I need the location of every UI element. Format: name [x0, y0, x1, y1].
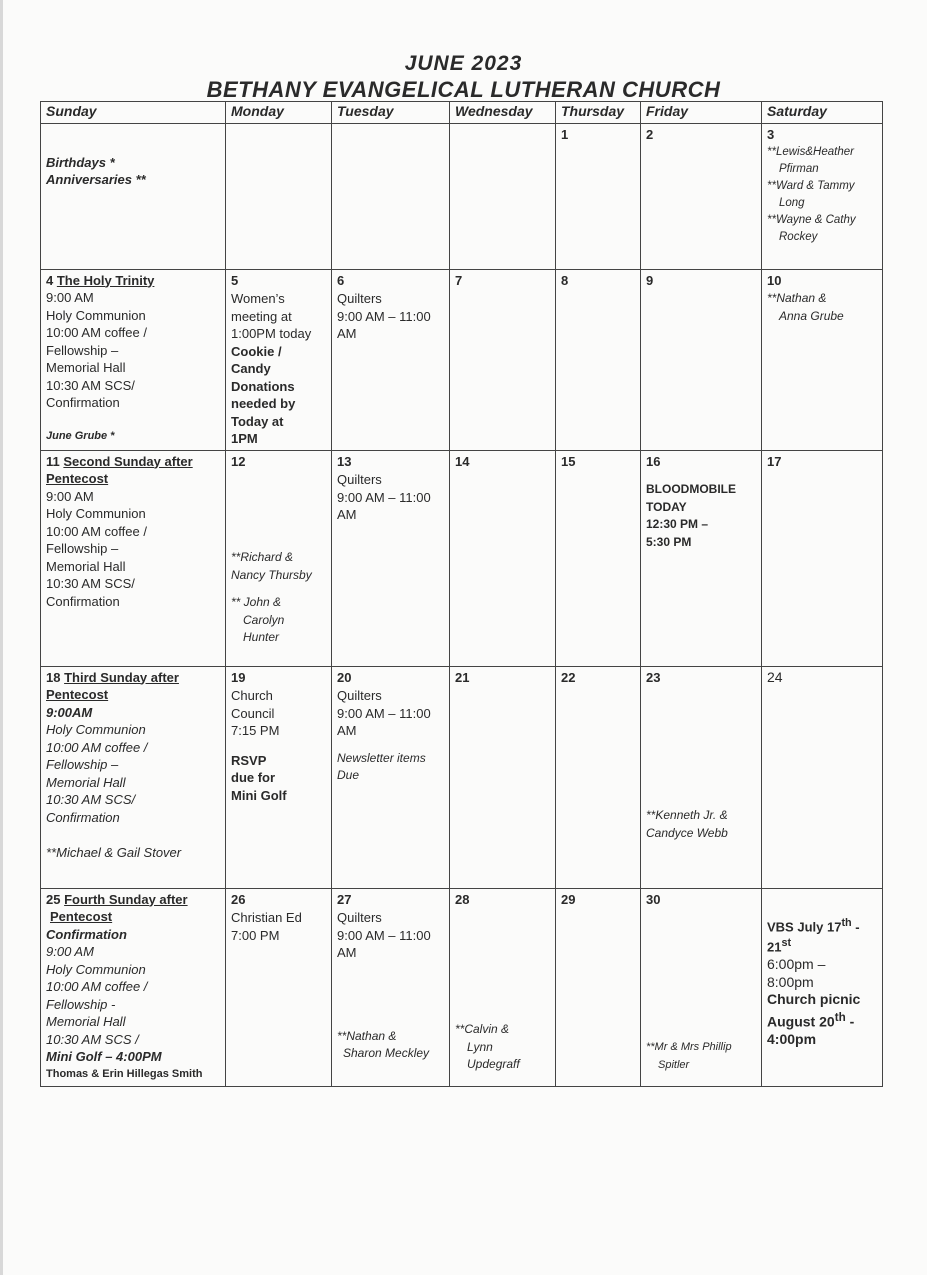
day-cell-28 — [450, 888, 556, 1086]
newsletter-note: Due — [337, 768, 360, 782]
event-line-bold: Donations — [231, 378, 295, 394]
anniversary-note: **Nathan & — [767, 291, 827, 305]
event-line: 10:00 AM coffee / — [46, 523, 147, 539]
day-number: 1 — [561, 126, 569, 142]
event-line: Christian Ed — [231, 910, 302, 925]
event-line: 1:00PM today — [231, 326, 312, 341]
event-line: Memorial Hall — [46, 1014, 126, 1029]
day-cell-wed-empty — [450, 123, 556, 269]
day-number: 21 — [455, 669, 470, 685]
day-number: 8 — [561, 272, 569, 288]
anniversary-note: **Richard & — [231, 550, 294, 564]
event-line: Council — [231, 705, 275, 721]
anniversary-note: Spitler — [658, 1058, 690, 1071]
day-cell-9 — [641, 269, 762, 450]
anniversary-note: Carolyn — [243, 612, 285, 627]
event-line: 9:00 AM – 11:00 — [337, 705, 431, 721]
event-line: AM — [337, 723, 357, 738]
event-line: Holy Communion — [46, 506, 146, 521]
weekday-sunday: Sunday — [41, 102, 226, 124]
day-cell-18 — [41, 666, 226, 888]
anniversary-note: **Michael & Gail Stover — [46, 845, 182, 860]
day-cell-1 — [556, 123, 641, 269]
day-number: 25 — [46, 891, 61, 907]
vbs-event-end: 21st — [767, 937, 792, 955]
event-line: Quilters — [337, 472, 382, 487]
picnic-event: Church picnic — [767, 991, 861, 1008]
day-cell-14 — [450, 450, 556, 666]
day-number: 11 — [46, 453, 60, 469]
day-number: 19 — [231, 669, 246, 685]
day-cell-sun-empty — [41, 123, 226, 269]
event-line: meeting at — [231, 308, 292, 324]
day-cell-26 — [226, 888, 332, 1086]
sunday-title: Fourth Sunday after — [64, 891, 188, 907]
sunday-title: The Holy Trinity — [56, 272, 155, 288]
weekday-saturday: Saturday — [762, 102, 883, 124]
day-cell-23 — [641, 666, 762, 888]
sunday-title-cont: Pentecost — [50, 909, 113, 924]
event-line-bold: needed by — [231, 396, 296, 411]
day-cell-25 — [41, 888, 226, 1086]
anniversary-note: Long — [779, 197, 805, 209]
event-line: Holy Communion — [46, 307, 146, 323]
event-line: 10:30 AM SCS / — [46, 1031, 139, 1047]
weekday-friday: Friday — [641, 102, 762, 124]
event-line: 10:00 AM coffee / — [46, 739, 148, 755]
day-cell-3 — [762, 123, 883, 269]
event-line: Memorial Hall — [46, 360, 126, 375]
event-line: 10:30 AM SCS/ — [46, 377, 135, 393]
bloodmobile-line: 5:30 PM — [646, 534, 692, 549]
day-cell-16 — [641, 450, 762, 666]
day-number: 29 — [561, 891, 576, 907]
event-line-bold: Mini Golf — [231, 787, 287, 803]
day-number: 10 — [767, 272, 782, 288]
day-cell-tue-empty — [332, 123, 450, 269]
event-line: 9:00 AM – 11:00 — [337, 308, 431, 324]
day-cell-15 — [556, 450, 641, 666]
event-line: Quilters — [337, 910, 382, 925]
weekday-monday: Monday — [226, 102, 332, 124]
event-line: Holy Communion — [46, 961, 146, 977]
calendar-month-title: JUNE 2023 — [404, 52, 523, 75]
event-line: Fellowship – — [46, 541, 119, 556]
calendar-grid — [40, 101, 883, 1087]
day-number: 20 — [337, 669, 352, 685]
day-number: 27 — [337, 891, 352, 907]
day-cell-12 — [226, 450, 332, 666]
day-number: 23 — [646, 669, 661, 685]
day-number: 7 — [455, 272, 463, 288]
event-line-bold: due for — [231, 770, 276, 785]
event-line: Confirmation — [46, 809, 120, 825]
event-line: 9:00 AM – 11:00 — [337, 489, 431, 505]
event-line: 7:15 PM — [231, 723, 280, 738]
event-line: Confirmation — [46, 593, 120, 609]
sunday-title: Third Sunday after — [64, 669, 179, 685]
day-cell-13 — [332, 450, 450, 666]
anniversary-note: Candyce Webb — [646, 825, 728, 840]
picnic-time: 4:00pm — [767, 1030, 817, 1047]
day-number: 17 — [767, 453, 782, 469]
day-cell-27 — [332, 888, 450, 1086]
day-cell-30 — [641, 888, 762, 1086]
event-line-bold: Candy — [231, 361, 271, 376]
week-row-5 — [41, 888, 883, 1086]
event-line: Memorial Hall — [46, 774, 126, 790]
event-line: AM — [337, 326, 357, 341]
day-number: 26 — [231, 891, 246, 907]
event-line: 9:00 AM — [46, 488, 94, 504]
anniversary-note: Hunter — [243, 630, 280, 644]
anniversary-note: **Nathan & — [337, 1028, 397, 1043]
week-row-3 — [41, 450, 883, 666]
day-number: 16 — [646, 453, 661, 469]
event-line: Fellowship – — [46, 342, 119, 358]
event-line: Quilters — [337, 688, 382, 703]
bloodmobile-line: TODAY — [646, 499, 687, 514]
vbs-time: 8:00pm — [767, 973, 814, 990]
day-cell-mon-empty — [226, 123, 332, 269]
anniversary-note: Thomas & Erin Hillegas Smith — [46, 1067, 203, 1080]
day-cell-5 — [226, 269, 332, 450]
day-cell-6 — [332, 269, 450, 450]
anniversary-note: Pfirman — [779, 163, 819, 175]
day-cell-19 — [226, 666, 332, 888]
day-cell-2 — [641, 123, 762, 269]
sunday-title: Second Sunday after — [63, 453, 193, 469]
anniversary-note: Anna Grube — [779, 308, 844, 323]
anniversary-note: **Mr & Mrs Phillip — [646, 1041, 732, 1053]
event-line: 10:30 AM SCS/ — [46, 792, 136, 807]
anniversary-note: Lynn — [467, 1039, 493, 1054]
day-cell-20 — [332, 666, 450, 888]
day-number: 9 — [646, 272, 654, 288]
week-row-4 — [41, 666, 883, 888]
day-number: 24 — [767, 668, 783, 685]
day-cell-7 — [450, 269, 556, 450]
day-number: 15 — [561, 453, 576, 469]
service-time: 9:00AM — [46, 704, 93, 720]
event-line-bold: Cookie / — [231, 343, 282, 359]
weekday-wednesday: Wednesday — [450, 102, 556, 124]
anniversary-note: ** John & — [231, 595, 282, 609]
event-line: 9:00 AM – 11:00 — [337, 927, 431, 943]
event-line: Fellowship – — [46, 757, 119, 772]
event-line-bold: 1PM — [231, 431, 258, 446]
event-line-bold: Today at — [231, 413, 284, 429]
event-line: 10:00 AM coffee / — [46, 979, 148, 994]
weekday-thursday: Thursday — [556, 102, 641, 124]
sunday-title-cont: Pentecost — [46, 687, 109, 702]
day-cell-10 — [762, 269, 883, 450]
event-line: 10:30 AM SCS/ — [46, 576, 135, 591]
event-line: AM — [337, 945, 357, 960]
event-line: Memorial Hall — [46, 558, 126, 574]
anniversary-note: **Ward & Tammy — [767, 180, 855, 192]
day-cell-29 — [556, 888, 641, 1086]
event-line: 7:00 PM — [231, 927, 280, 943]
event-line: Fellowship - — [46, 996, 116, 1012]
day-number: 5 — [231, 272, 239, 288]
weekday-tuesday: Tuesday — [332, 102, 450, 124]
day-number: 22 — [561, 669, 576, 685]
mini-golf-event: Mini Golf – 4:00PM — [46, 1049, 162, 1064]
anniversary-note: Sharon Meckley — [343, 1046, 430, 1060]
day-cell-sat-vbs — [762, 888, 883, 1086]
newsletter-note: Newsletter items — [337, 750, 426, 765]
anniversary-note: **Lewis&Heather — [767, 146, 854, 158]
anniversary-note: Rockey — [779, 231, 818, 243]
day-cell-22 — [556, 666, 641, 888]
vbs-event: VBS July 17th - — [767, 916, 860, 934]
weekday-header-row — [41, 102, 883, 124]
anniversaries-legend: Anniversaries ** — [46, 172, 146, 187]
bloodmobile-line: 12:30 PM – — [646, 517, 709, 531]
day-number: 2 — [646, 126, 654, 142]
day-number: 14 — [455, 453, 470, 469]
day-cell-21 — [450, 666, 556, 888]
event-line: Women’s — [231, 291, 285, 306]
bloodmobile-line: BLOODMOBILE — [646, 482, 736, 496]
birthdays-legend: Birthdays * — [46, 154, 115, 170]
week-row-2 — [41, 269, 883, 450]
day-cell-17 — [762, 450, 883, 666]
day-cell-4 — [41, 269, 226, 450]
day-cell-8 — [556, 269, 641, 450]
day-number: 12 — [231, 453, 246, 469]
day-number: 3 — [767, 126, 775, 142]
day-cell-24 — [762, 666, 883, 888]
anniversary-note: **Calvin & — [455, 1022, 510, 1036]
day-cell-11 — [41, 450, 226, 666]
anniversary-note: Nancy Thursby — [231, 567, 312, 582]
event-line: Holy Communion — [46, 722, 146, 737]
day-number: 30 — [646, 891, 661, 907]
day-number: 6 — [337, 272, 345, 288]
picnic-date: August 20th - — [767, 1010, 855, 1030]
confirmation-label: Confirmation — [46, 926, 127, 942]
day-number: 4 — [46, 272, 54, 288]
event-line: AM — [337, 507, 357, 522]
anniversary-note: **Wayne & Cathy — [767, 214, 856, 226]
church-name-title: BETHANY EVANGELICAL LUTHERAN CHURCH — [206, 77, 721, 102]
sunday-title-cont: Pentecost — [46, 471, 109, 486]
event-line: Confirmation — [46, 395, 120, 410]
day-number: 13 — [337, 453, 352, 469]
event-line-bold: RSVP — [231, 752, 267, 768]
event-line: 9:00 AM — [46, 290, 94, 305]
event-line: 10:00 AM coffee / — [46, 325, 147, 340]
day-number: 28 — [455, 891, 470, 907]
event-line: Quilters — [337, 291, 382, 306]
event-line: Church — [231, 688, 273, 703]
week-row-1 — [41, 123, 883, 269]
anniversary-note: **Kenneth Jr. & — [646, 808, 728, 822]
event-line: 9:00 AM — [46, 944, 94, 959]
birthday-note: June Grube * — [46, 429, 115, 442]
vbs-time: 6:00pm – — [767, 956, 826, 973]
day-number: 18 — [46, 669, 61, 685]
anniversary-note: Updegraff — [467, 1057, 520, 1071]
